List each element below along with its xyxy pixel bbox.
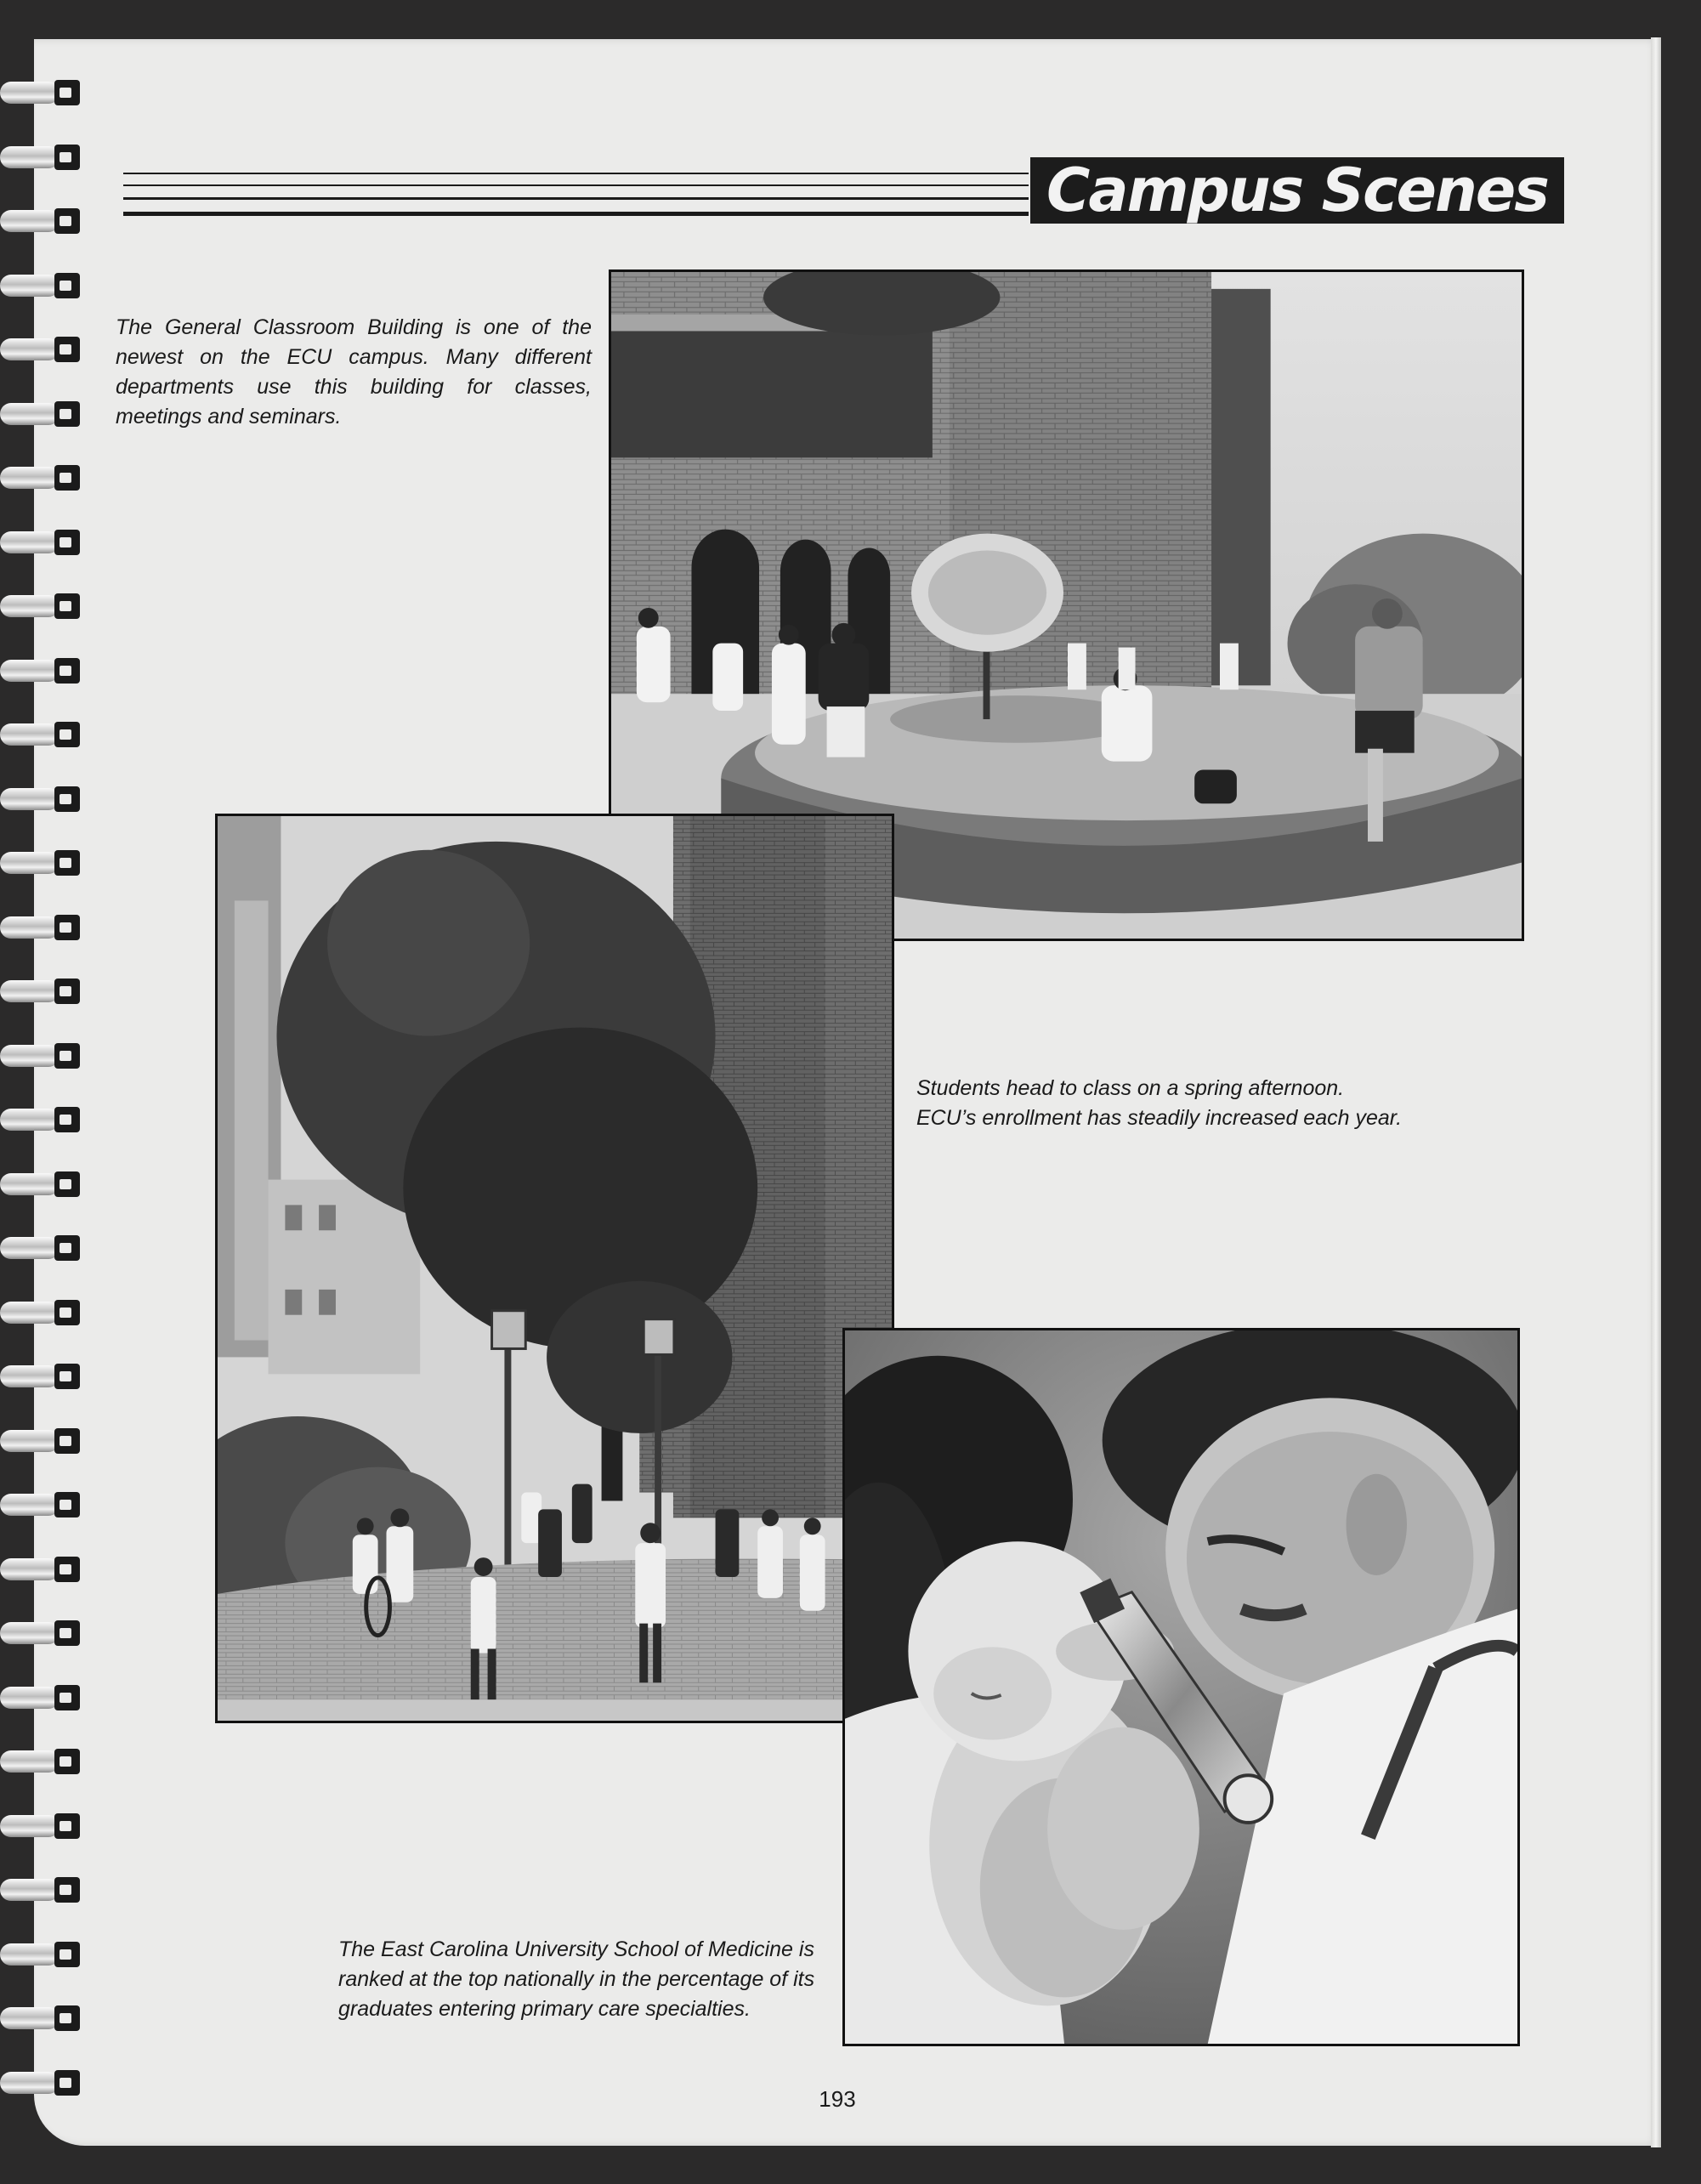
binding-ring	[0, 718, 85, 752]
binding-ring	[0, 847, 85, 881]
binding-ring	[0, 141, 85, 175]
binding-ring	[0, 1874, 85, 1908]
binding-ring	[0, 1360, 85, 1394]
photo-medical-exam	[842, 1328, 1520, 2046]
binding-ring	[0, 975, 85, 1009]
header-rule	[123, 212, 1029, 216]
caption-classroom-building: The General Classroom Building is one of the newest on the ECU campus. Many different departments use this building for classes, meetings and seminars.	[116, 315, 592, 428]
binding-ring	[0, 2002, 85, 2036]
binding-ring	[0, 911, 85, 945]
binding-ring	[0, 1938, 85, 1972]
binding-ring	[0, 1040, 85, 1074]
page-edge	[1651, 37, 1661, 2147]
spiral-binding	[0, 77, 94, 2117]
binding-ring	[0, 269, 85, 303]
binding-ring	[0, 1617, 85, 1651]
header-rule	[123, 184, 1029, 186]
binding-ring	[0, 1232, 85, 1266]
binding-ring	[0, 1168, 85, 1202]
binding-ring	[0, 526, 85, 560]
binding-ring	[0, 1296, 85, 1330]
binding-ring	[0, 333, 85, 367]
binding-ring	[0, 655, 85, 689]
binding-ring	[0, 1553, 85, 1587]
binding-ring	[0, 1425, 85, 1459]
caption-students-to-class: Students head to class on a spring afternoon. ECU’s enrollment has steadily increased each year.	[916, 1076, 1403, 1130]
page-number: 193	[819, 2086, 856, 2112]
photo-students-walking	[215, 814, 894, 1723]
binding-ring	[0, 1810, 85, 1844]
binding-ring	[0, 783, 85, 817]
binding-ring	[0, 77, 85, 111]
binding-ring	[0, 398, 85, 432]
binding-ring	[0, 1489, 85, 1523]
binding-ring	[0, 462, 85, 496]
header-rule	[123, 173, 1029, 174]
binding-ring	[0, 2067, 85, 2101]
section-title: Campus Scenes	[1030, 157, 1564, 224]
caption-school-of-medicine: The East Carolina University School of Medicine is ranked at the top nationally in the percentage of its graduates entering primary care specialties.	[338, 1937, 815, 2021]
binding-ring	[0, 1682, 85, 1716]
binding-ring	[0, 1103, 85, 1137]
binding-ring	[0, 1745, 85, 1779]
header-rule	[123, 197, 1029, 200]
binding-ring	[0, 590, 85, 624]
binding-ring	[0, 205, 85, 239]
